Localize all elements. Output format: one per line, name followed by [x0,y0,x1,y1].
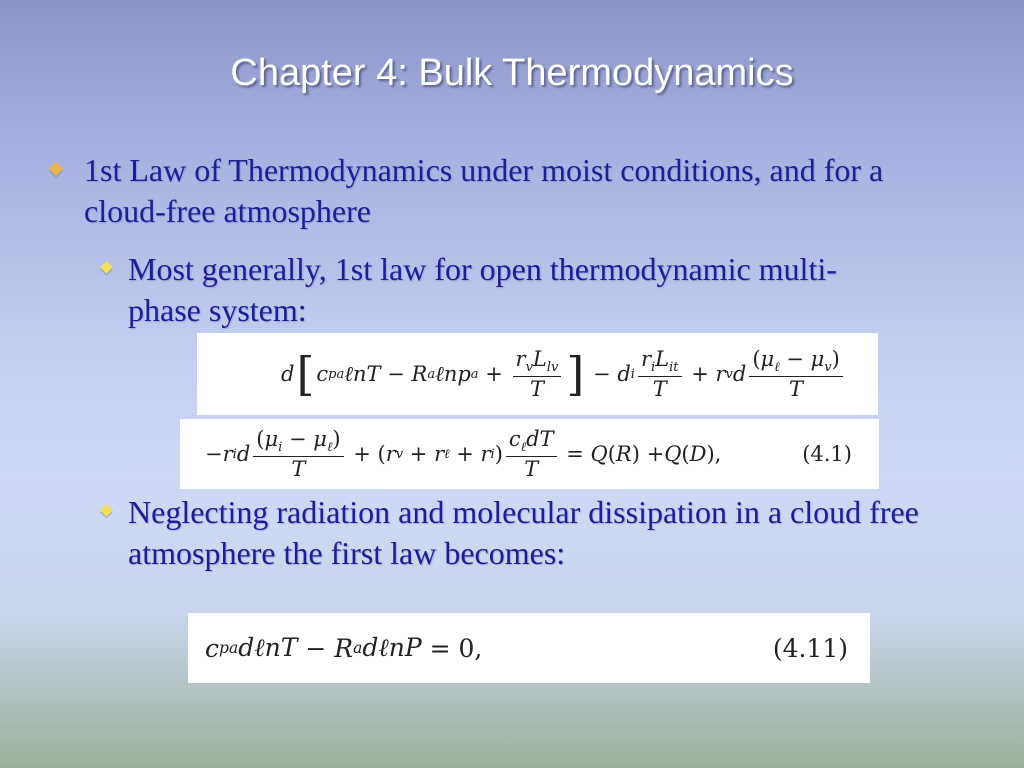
equation-line1-math: d [ c pa ℓnT − R a ℓnp a + $\frac{r_vL_{lv}}{T}$ ] − d i $\frac{r_iL_{it}}{T}$ + r v d $\frac{(\mu_\ell - \mu_v)}{T}$ [281,347,846,401]
equation-image-line2 [180,419,879,489]
diamond-bullet-icon [49,162,63,176]
bullet-neglecting-radiation: Neglecting radiation and molecular dissipation in a cloud free atmosphere the first law becomes: [128,494,919,571]
equation-image-4-11 [188,613,870,683]
equation-line2-math: − r i d $\frac{(\mu_i - \mu_\ell)}{T}$ + ( r v + r ℓ + r i ) $\frac{c_\ell dT}{T}$ = Q ( R ) + Q ( D ), [205,426,722,481]
slide-title: Chapter 4: Bulk Thermodynamics [230,52,794,94]
diamond-bullet-icon [100,261,113,274]
equation-number: (4.11) [772,633,848,663]
bullet-first-law: 1st Law of Thermodynamics under moist conditions, and for a cloud-free atmosphere [84,152,884,229]
diamond-bullet-icon [100,504,113,517]
equation-4-11-math: c pa dℓnT − R a dℓnP = 0, [205,633,483,663]
equation-number: (4.1) [802,442,852,466]
bullet-open-system: Most generally, 1st law for open thermodynamic multi-phase system: [128,251,837,328]
equation-image-line1 [197,333,878,415]
